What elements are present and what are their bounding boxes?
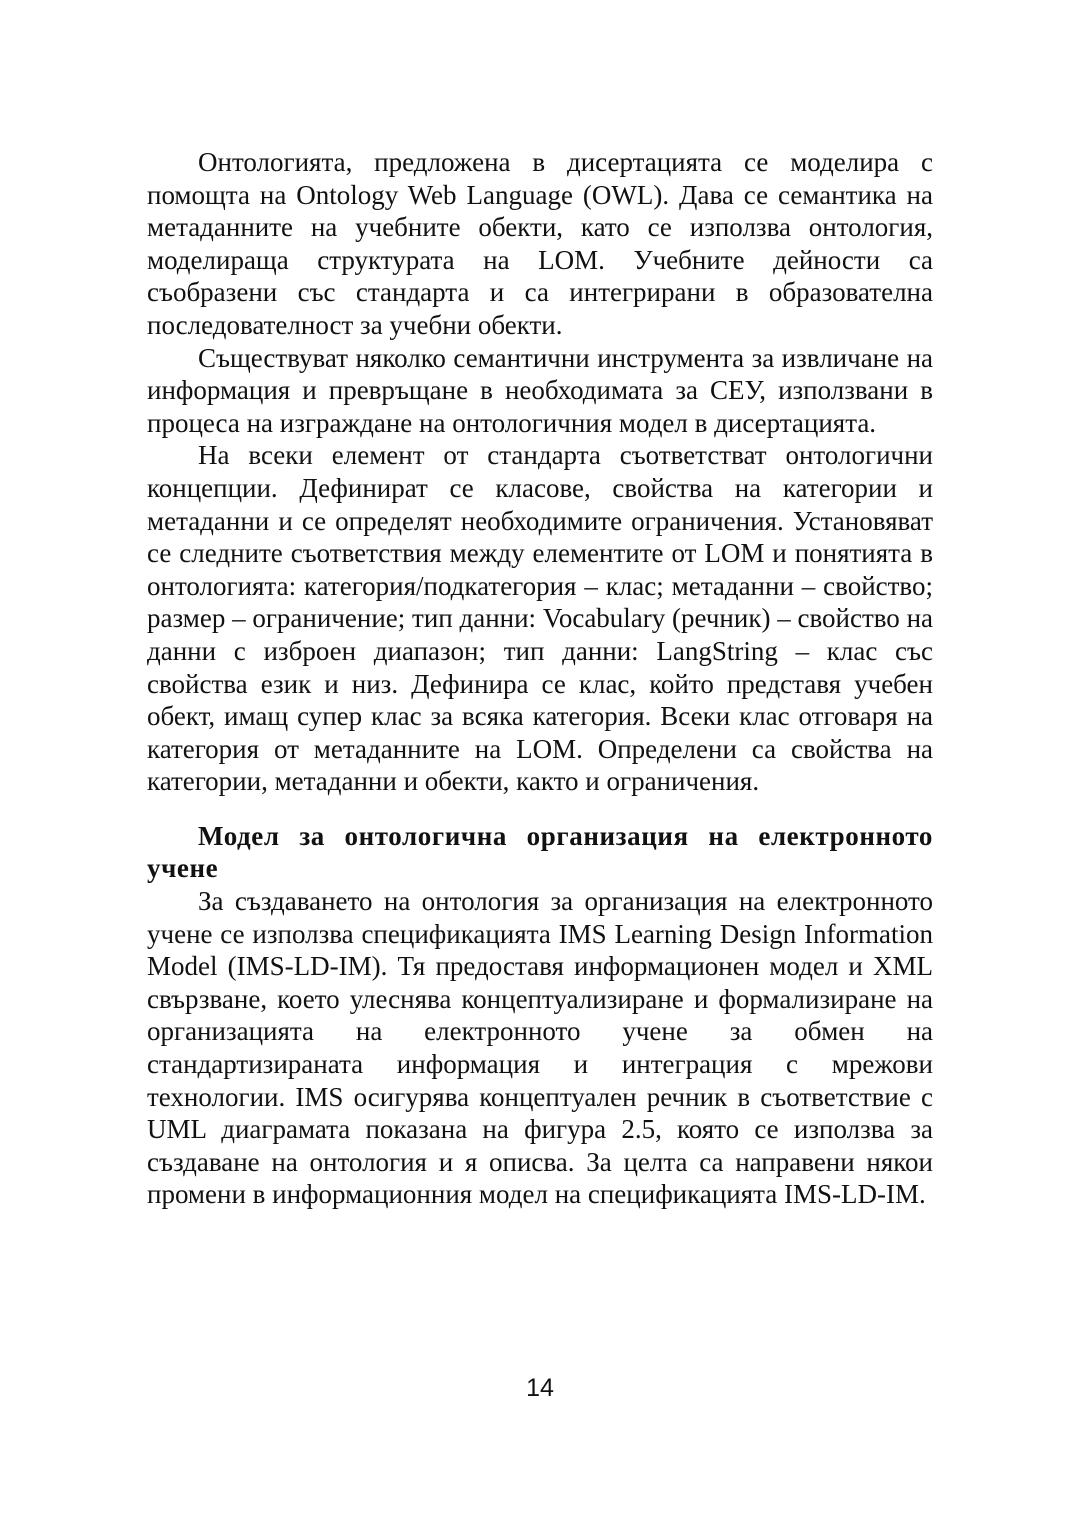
section-heading: Модел за онтологична организация на електронното учене bbox=[147, 820, 933, 884]
paragraph-semantic-tools: Съществуват няколко семантични инструмента за извличане на информация и превръщане в необходимата за СЕУ, използвани в процеса на изграждане на онтологичния модел в дисертацията. bbox=[147, 342, 933, 438]
paragraph-lom-mapping: На всеки елемент от стандарта съответстват онтологични концепции. Дефинират се класове, свойства на категории и метаданни и се определят необходимите ограничения. Установяват се следните съответствия между елементите от LOM и понятията в онтологията: категория/подкатегория – клас; метаданни – свойство; размер – ограничение; тип данни: Vocabulary (речник) – свойство на данни с изброен диапазон; тип данни: LangString – клас със свойства език и низ. Дефинира се клас, който представя учебен обект, имащ супер клас за всяка категория. Всеки клас отговаря на категория от метаданните на LOM. Определени са свойства на категории, метаданни и обекти, както и ограничения. bbox=[147, 440, 933, 797]
page-number: 14 bbox=[526, 1374, 554, 1402]
document-body bbox=[147, 146, 933, 1211]
paragraph-owl-ontology: Онтологията, предложена в дисертацията се моделира с помощта на Ontology Web Language (OWL). Дава се семантика на метаданните на учебните обекти, като се използва онтология, моделираща структурата на LOM. Учебните дейности са съобразени със стандарта и са интегрирани в образователна последователност за учебни обекти. bbox=[147, 147, 933, 340]
paragraph-ims-ld: За създаването на онтология за организация на електронното учене се използва спецификацията IMS Learning Design Information Model (IMS-LD-IM). Тя предоставя информационен модел и XML свързване, което улеснява концептуализиране и формализиране на организацията на електронното учене за обмен на стандартизираната информация и интеграция с мрежови технологии. IMS осигурява концептуален речник в съответствие с UML диаграмата показана на фигура 2.5, която се използва за създаване на онтология и я описва. За целта са направени някои промени в информационния модел на спецификацията IMS-LD-IM. bbox=[147, 886, 933, 1210]
